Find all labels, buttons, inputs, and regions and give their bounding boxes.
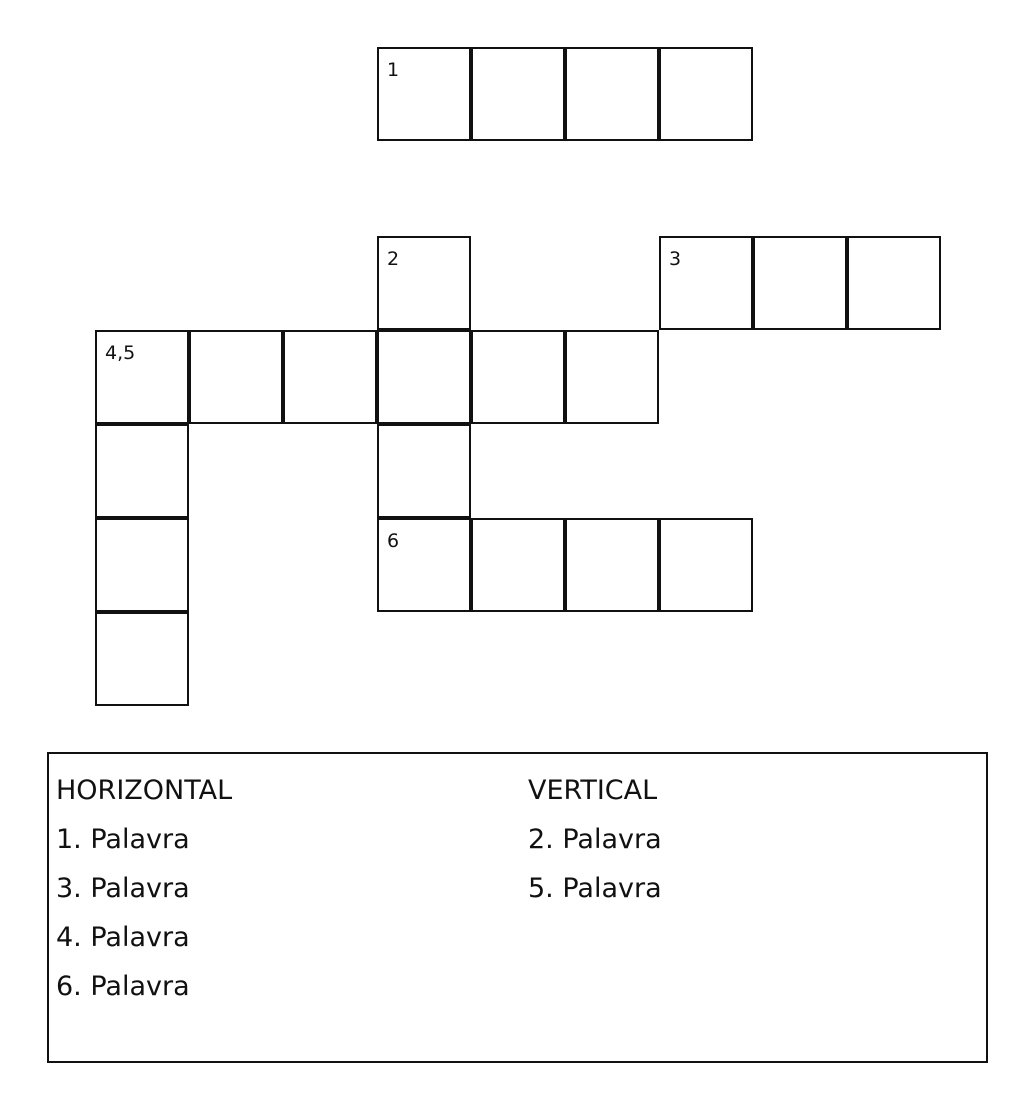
crossword-cell[interactable] [565, 47, 659, 141]
vertical-clue-2: 2. Palavra [528, 824, 662, 855]
crossword-cell[interactable] [283, 330, 377, 424]
horizontal-heading: HORIZONTAL [56, 775, 233, 806]
crossword-cell[interactable] [659, 47, 753, 141]
horizontal-clue-3: 3. Palavra [56, 873, 190, 904]
vertical-heading: VERTICAL [528, 775, 658, 806]
crossword-cell[interactable] [659, 236, 753, 330]
vertical-clues [528, 766, 662, 913]
crossword-cell[interactable] [377, 47, 471, 141]
clue-number: 6 [387, 530, 400, 552]
horizontal-clues [56, 766, 232, 1011]
crossword-cell[interactable] [377, 518, 471, 612]
crossword-cell[interactable] [189, 330, 283, 424]
horizontal-clue-1: 1. Palavra [56, 824, 190, 855]
crossword-cell[interactable] [847, 236, 941, 330]
horizontal-clue-4: 4. Palavra [56, 922, 190, 953]
crossword-cell[interactable] [377, 330, 471, 424]
clue-number: 4,5 [105, 342, 136, 364]
crossword-cell[interactable] [471, 518, 565, 612]
crossword-cell[interactable] [565, 330, 659, 424]
crossword-cell[interactable] [471, 47, 565, 141]
crossword-cell[interactable] [95, 424, 189, 518]
crossword-cell[interactable] [565, 518, 659, 612]
horizontal-clue-6: 6. Palavra [56, 971, 190, 1002]
clue-number: 1 [387, 59, 400, 81]
crossword-cell[interactable] [95, 330, 189, 424]
crossword-cell[interactable] [471, 330, 565, 424]
crossword-cell[interactable] [377, 236, 471, 330]
vertical-clue-5: 5. Palavra [528, 873, 662, 904]
crossword-cell[interactable] [95, 518, 189, 612]
crossword-cell[interactable] [753, 236, 847, 330]
clue-number: 3 [669, 248, 682, 270]
clue-number: 2 [387, 248, 400, 270]
clues-panel [47, 752, 988, 1063]
crossword-cell[interactable] [95, 612, 189, 706]
crossword-cell[interactable] [377, 424, 471, 518]
crossword-cell[interactable] [659, 518, 753, 612]
